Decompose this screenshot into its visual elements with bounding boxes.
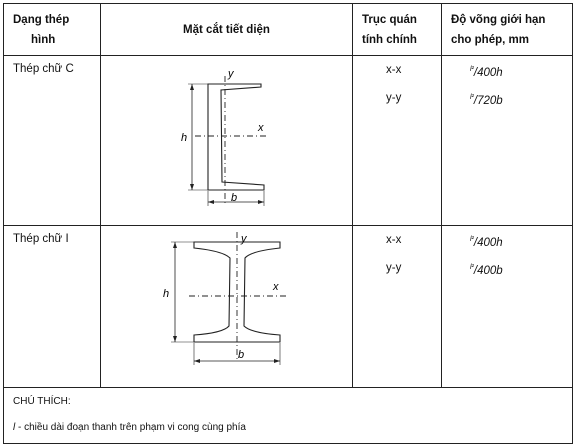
axis-i-2: y-y bbox=[386, 262, 402, 274]
axis-i-1: x-x bbox=[386, 234, 402, 246]
section-type-i: Thép chữ I bbox=[4, 226, 101, 388]
notes-title: CHÚ THÍCH: bbox=[13, 396, 71, 407]
header-section-type bbox=[4, 4, 101, 56]
x-axis-label: x bbox=[273, 281, 279, 293]
principal-axes-i bbox=[353, 226, 442, 388]
notes-cell bbox=[4, 388, 573, 444]
section-type-c: Thép chữ C bbox=[4, 56, 101, 226]
h-dimension-label: h bbox=[181, 132, 188, 144]
header-deflection-limit bbox=[442, 4, 573, 56]
table-row-c-channel bbox=[4, 56, 573, 226]
h-dimension-label: h bbox=[163, 288, 170, 300]
cross-section-c-cell bbox=[101, 56, 353, 226]
header-section-type-line1: Dạng thép bbox=[13, 14, 70, 26]
limit-c-1: $^{l^2}$/400h bbox=[470, 66, 503, 79]
c-channel-profile bbox=[208, 84, 264, 190]
table-notes-row bbox=[4, 388, 573, 444]
header-cross-section: Mặt cắt tiết diện bbox=[101, 4, 353, 56]
deflection-limits-c bbox=[442, 56, 573, 226]
i-beam-diagram bbox=[101, 226, 352, 380]
cross-section-i-cell bbox=[101, 226, 353, 388]
table-row-i-beam bbox=[4, 226, 573, 388]
deflection-limits-i bbox=[442, 226, 573, 388]
principal-axes-c bbox=[353, 56, 442, 226]
b-dimension-label: b bbox=[231, 192, 238, 204]
limit-i-1: $^{l^2}$/400h bbox=[470, 236, 503, 249]
axis-c-1: x-x bbox=[386, 64, 402, 76]
y-axis-label: y bbox=[241, 233, 247, 245]
note-line: l - chiều dài đoạn thanh trên phạm vi cong cùng phía bbox=[13, 422, 246, 433]
c-channel-diagram bbox=[101, 56, 352, 218]
y-axis-label: y bbox=[228, 68, 234, 80]
header-section-type-line2: hình bbox=[31, 34, 56, 46]
header-principal-axis-line2: tính chính bbox=[362, 34, 417, 46]
deflection-limit-table bbox=[3, 3, 573, 444]
axis-c-2: y-y bbox=[386, 92, 402, 104]
limit-i-2: $^{l^2}$/400b bbox=[470, 264, 503, 277]
limit-c-2: $^{l^2}$/720b bbox=[470, 94, 503, 107]
x-axis-label: x bbox=[258, 122, 264, 134]
header-principal-axis bbox=[353, 4, 442, 56]
header-deflection-limit-line1: Độ võng giới hạn bbox=[451, 14, 546, 26]
table-header-row bbox=[4, 4, 573, 56]
b-dimension-label: b bbox=[238, 349, 245, 361]
header-deflection-limit-line2: cho phép, mm bbox=[451, 34, 529, 46]
header-principal-axis-line1: Trục quán bbox=[362, 14, 417, 26]
